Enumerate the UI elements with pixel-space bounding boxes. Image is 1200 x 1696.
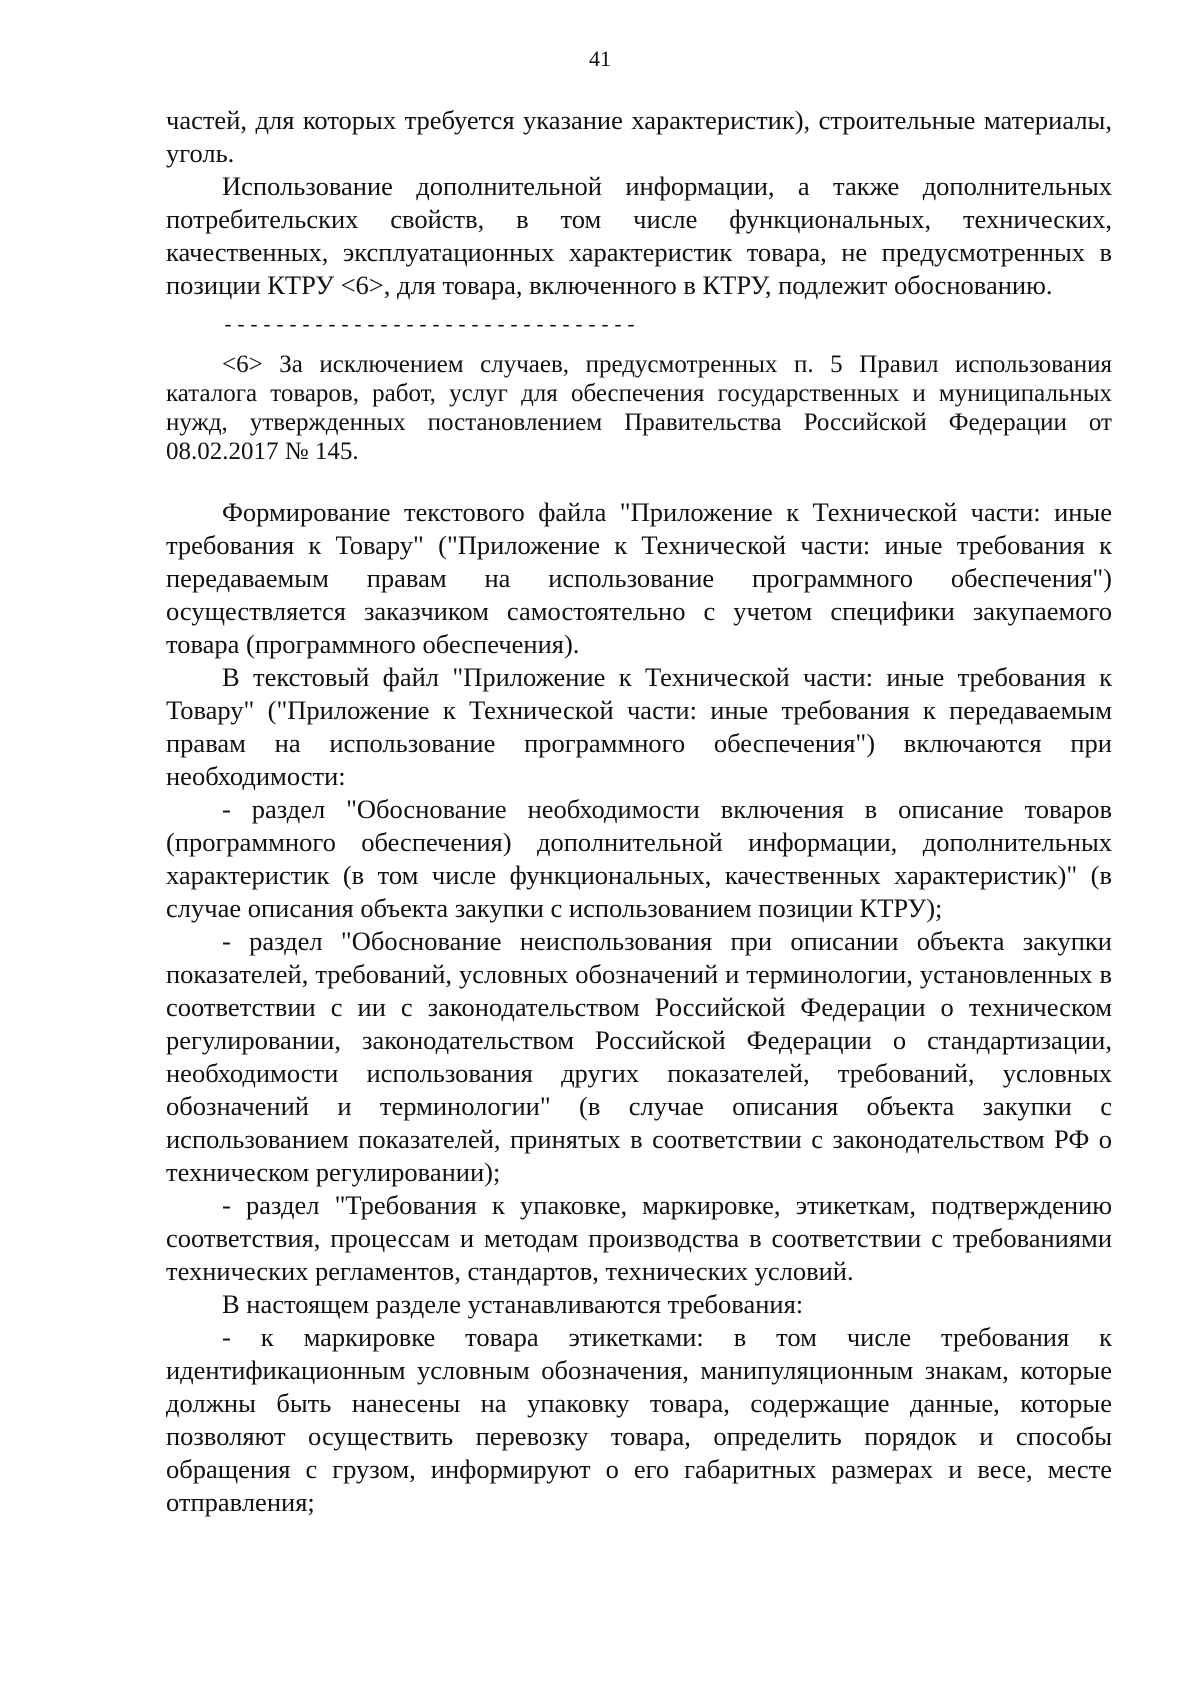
document-body: [166, 104, 1112, 1519]
paragraph-continuation: частей, для которых требуется указание характеристик), строительные материалы, уголь.: [166, 105, 1112, 168]
paragraph-text-file-formation: Формирование текстового файла "Приложение к Технической части: иные требования к Товару" ("Приложение к Технической части: иные требования к передаваемым правам на использование программного обеспечения") осуществляется заказчиком самостоятельно с учетом специфики закупаемого товара (программного обеспечения).: [166, 497, 1112, 659]
list-item-labeling-requirements: - к маркировке товара этикетками: в том числе требования к идентификационным условным обозначения, манипуляционным знакам, которые должны быть нанесены на упаковку товара, содержащие данные, которые позволяют осуществить перевозку товара, определить порядок и способы обращения с грузом, информируют о его габаритных размерах и весе, месте отправления;: [166, 1322, 1112, 1517]
page-number: 41: [589, 46, 611, 71]
paragraph-requirements-intro: В настоящем разделе устанавливаются требования:: [222, 1289, 804, 1319]
footnote-6: <6> За исключением случаев, предусмотренных п. 5 Правил использования каталога товаров, работ, услуг для обеспечения государственных и муниципальных нужд, утвержденных постановлением Правительства Российской Федерации от 08.02.2017 № 145.: [166, 351, 1112, 465]
paragraph-ktru-justification: Использование дополнительной информации, а также дополнительных потребительских свойств, в том числе функциональных, технических, качественных, эксплуатационных характеристик товара, не предусмотренных в позиции КТРУ <6>, для товара, включенного в КТРУ, подлежит обоснованию.: [166, 171, 1112, 300]
paragraph-text-file-contents: В текстовый файл "Приложение к Технической части: иные требования к Товару" ("Приложение к Технической части: иные требования к передаваемым правам на использование программного обеспечения") включаются при необходимости:: [166, 662, 1112, 791]
footnote-separator: --------------------------------: [222, 315, 639, 338]
list-item-justification-section: - раздел "Обоснование необходимости включения в описание товаров (программного обеспечения) дополнительной информации, дополнительных характеристик (в том числе функциональных, качественных характеристик)" (в случае описания объекта закупки с использованием позиции КТРУ);: [166, 794, 1112, 923]
list-item-non-use-section: - раздел "Обоснование неиспользования при описании объекта закупки показателей, требований, условных обозначений и терминологии, установленных в соответствии с ии с законодательством Российской Федерации о техническом регулировании, законодательством Российской Федерации о стандартизации, необходимости использования других показателей, требований, условных обозначений и терминологии" (в случае описания объекта закупки с использованием показателей, принятых в соответствии с законодательством РФ о техническом регулировании);: [166, 926, 1112, 1187]
list-item-packaging-section: - раздел "Требования к упаковке, маркировке, этикеткам, подтверждению соответствия, процессам и методам производства в соответствии с требованиями технических регламентов, стандартов, технических условий.: [166, 1190, 1112, 1286]
